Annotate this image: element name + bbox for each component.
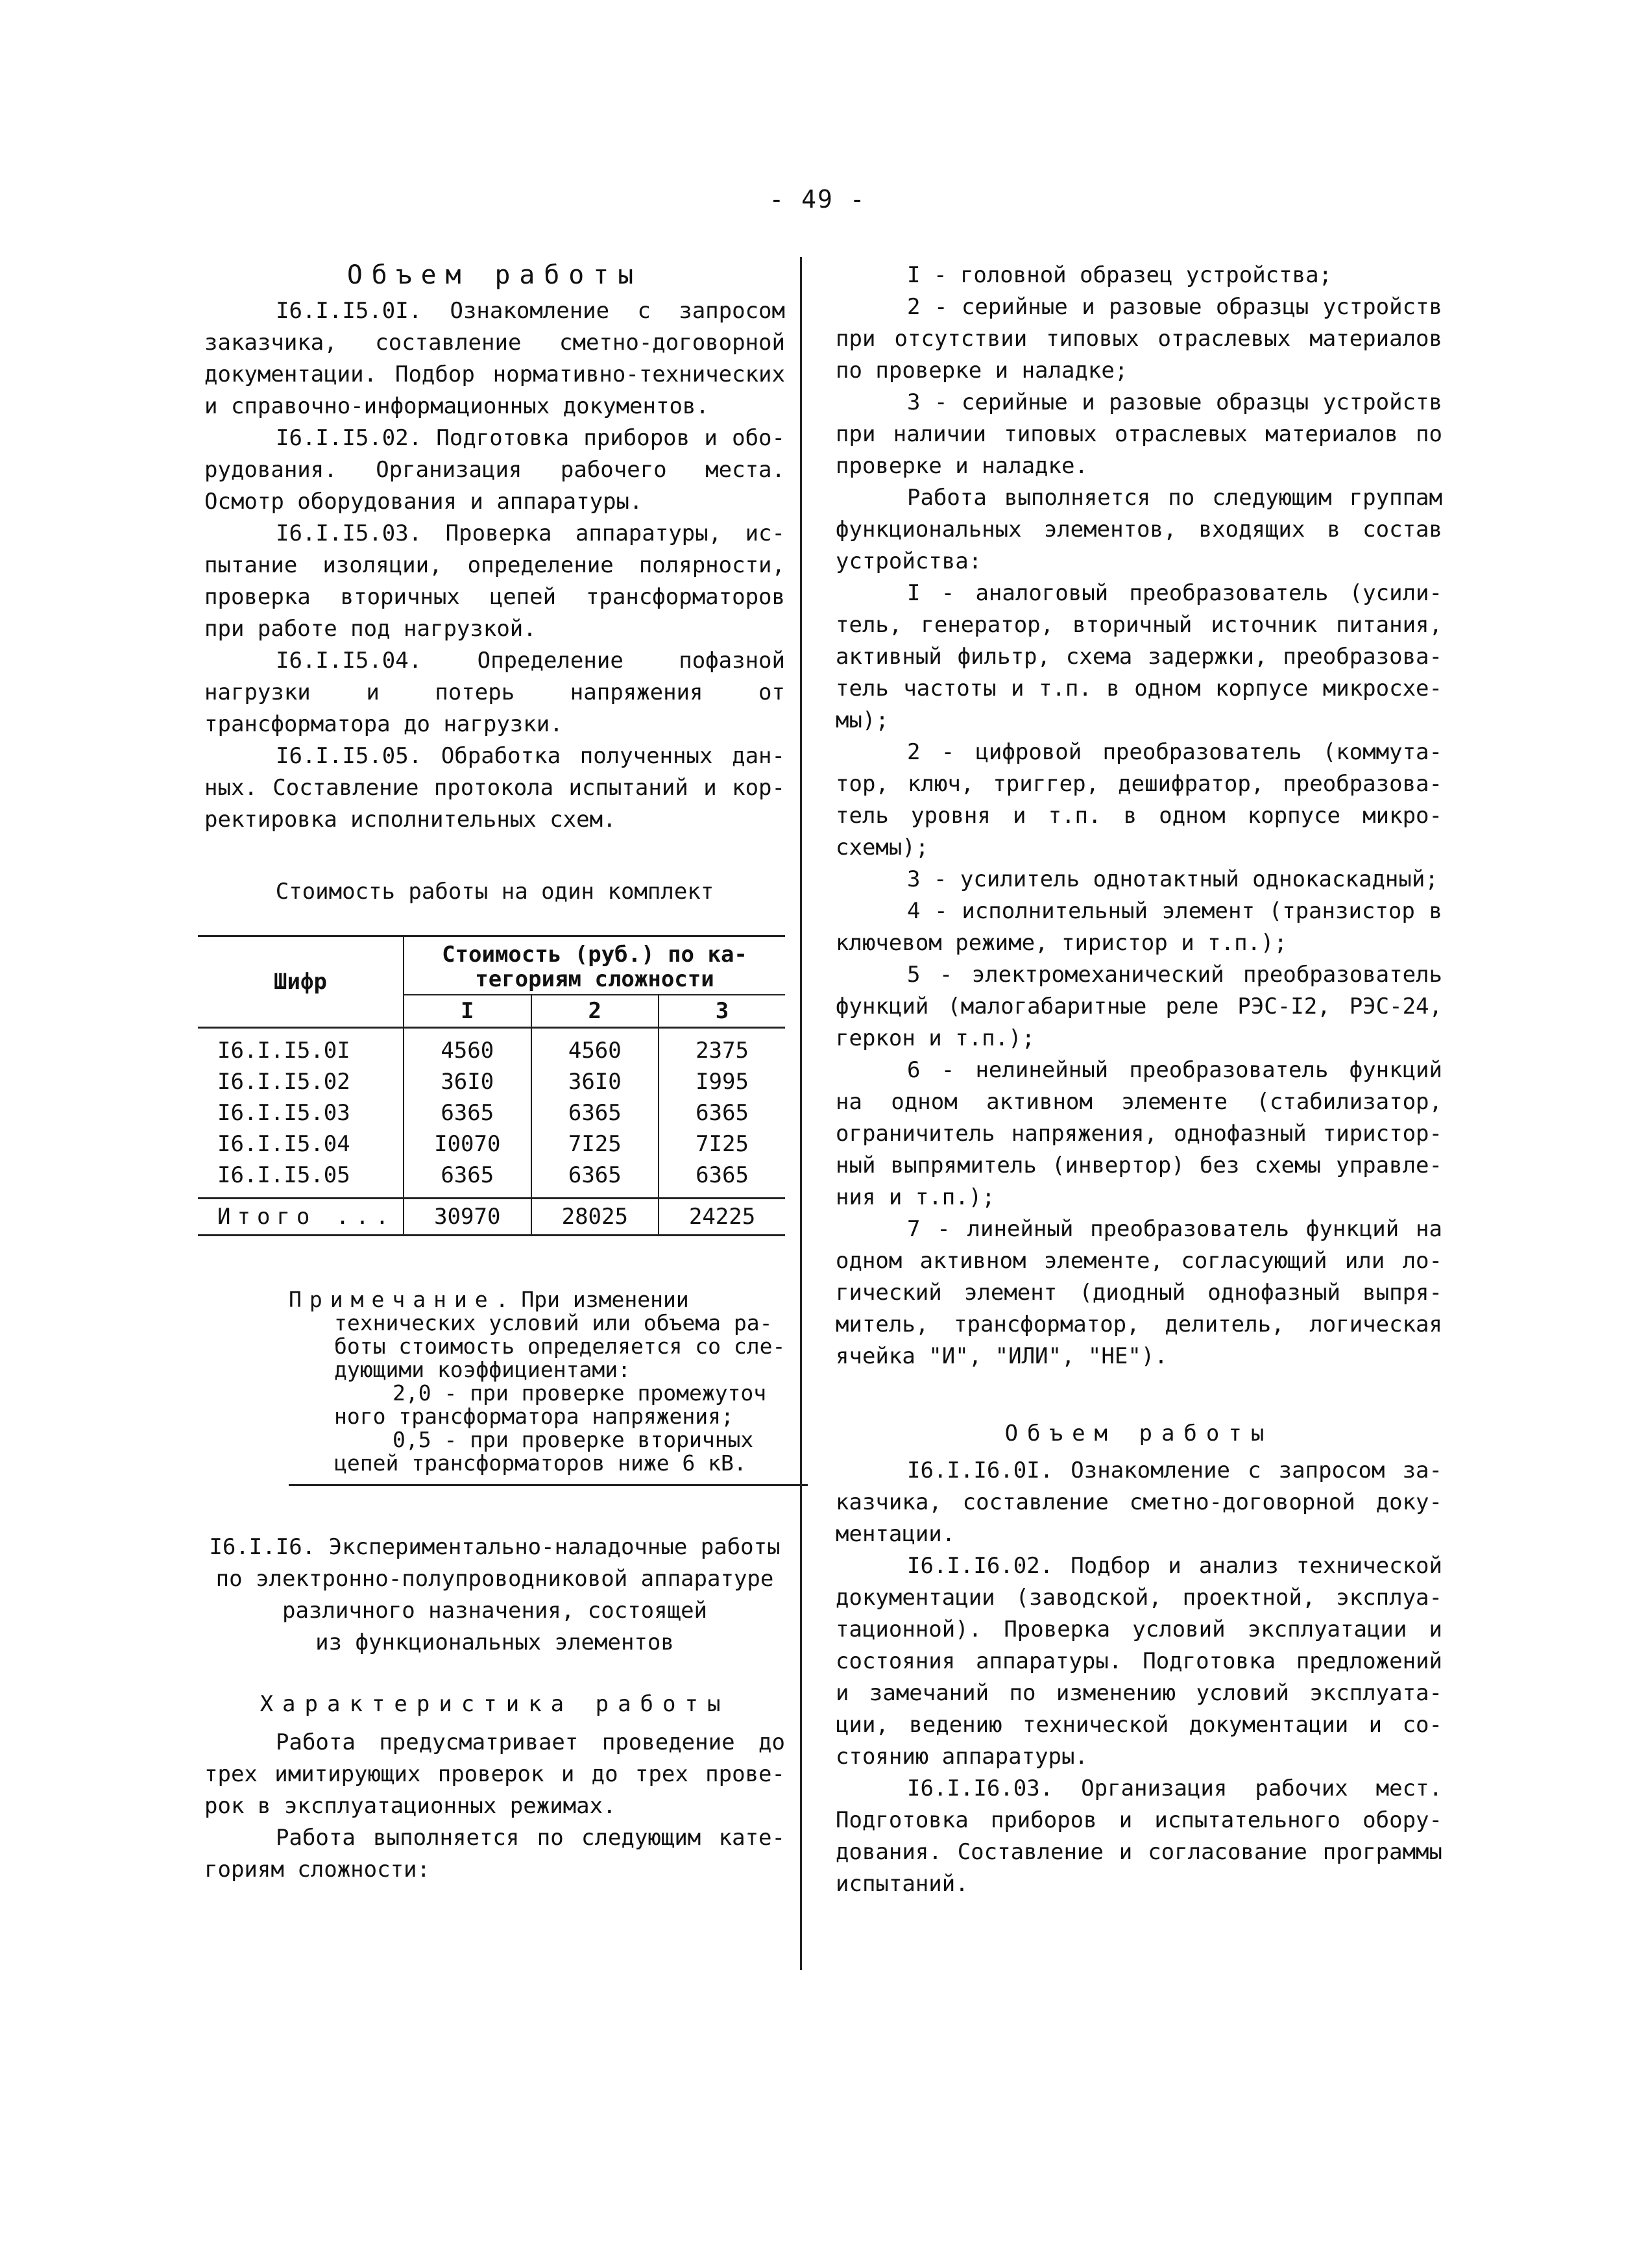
note-divider: [289, 1484, 808, 1486]
cell-value: 7I25: [659, 1128, 785, 1160]
paragraph: Работа предусматривает проведение до трех имитирующих проверок и до трех проверок в эксплуатационных режимах.: [204, 1729, 785, 1819]
group-item: 4 - исполнительный элемент (транзистор в ключевом режиме, тиристор и т.п.);: [836, 898, 1442, 956]
note-coefficient: цепей трансформаторов ниже 6 кВ.: [334, 1450, 747, 1476]
section-title-line: по электронно-полупроводниковой аппаратуре: [215, 1566, 774, 1592]
cell-value: 4560: [531, 1028, 659, 1067]
page-number: - 49 -: [769, 185, 866, 213]
table-total-row: [198, 1199, 785, 1236]
cell-value: 36I0: [531, 1066, 659, 1097]
table-row: [198, 1160, 785, 1199]
column-header-code: Шифр: [198, 936, 404, 1028]
group-item: 6 - нелинейный преобразователь функций на одном активном элементе (стабилизатор, ограничитель напряжения, однофазный тиристорный выпрямитель (инвертор) без схемы управления и т.п.);: [836, 1057, 1442, 1210]
cell-value: I995: [659, 1066, 785, 1097]
category-item: I - головной образец устройства;: [907, 262, 1333, 288]
row-code: I6.I.I5.05: [198, 1160, 404, 1199]
cell-value: I0070: [434, 1131, 501, 1157]
column-divider: [800, 257, 802, 1970]
cell-value: 6365: [441, 1100, 494, 1126]
total-value: 24225: [659, 1199, 785, 1236]
category-item: 3 - серийные и разовые образцы устройств при наличии типовых отраслевых материалов по проверке и наладке.: [836, 389, 1442, 479]
section-title-line: из функциональных элементов: [315, 1629, 674, 1655]
group-item: 5 - электромеханический преобразователь функций (малогабаритные реле РЭС-I2, РЭС-24, геркон и т.п.);: [836, 962, 1442, 1051]
note-text: технических условий или объема работы стоимость определяется со следующими коэффициентами:: [334, 1310, 786, 1382]
section-title: [204, 1531, 785, 1659]
note-coefficient: 2,0 - при проверке промежуточ: [393, 1380, 767, 1406]
table-row: [198, 1128, 785, 1160]
section-title-line: I6.I.I6. Экспериментально-наладочные работы: [209, 1534, 781, 1560]
note-coefficient: ного трансформатора напряжения;: [334, 1404, 734, 1429]
work-item: I6.I.I5.05. Обработка полученных данных. Составление протокола испытаний и корректировка исполнительных схем.: [204, 743, 785, 833]
cell-value: 6365: [531, 1160, 659, 1199]
column-header-category: 2: [531, 995, 659, 1028]
left-column: [204, 260, 785, 1886]
column-header-category: I: [404, 995, 531, 1028]
heading-work-scope: Объем работы: [346, 260, 643, 290]
group-item: I - аналоговый преобразователь (усилитель, генератор, вторичный источник питания, активный фильтр, схема задержки, преобразователь частоты и т.п. в одном корпусе микросхемы);: [836, 580, 1442, 733]
cell-value: 6365: [659, 1160, 785, 1199]
cell-value: 36I0: [441, 1069, 494, 1095]
work-item: I6.I.I5.04. Определение пофазной нагрузки и потерь напряжения от трансформатора до нагрузки.: [204, 648, 785, 737]
paragraph: Работа выполняется по следующим группам функциональных элементов, входящих в состав устройства:: [836, 485, 1442, 574]
row-code: I6.I.I5.02: [198, 1066, 404, 1097]
column-header-category: 3: [659, 995, 785, 1028]
cost-table: [198, 935, 785, 1236]
row-code: I6.I.I5.04: [198, 1128, 404, 1160]
note-block: [289, 1288, 801, 1475]
total-value: 30970: [404, 1199, 531, 1236]
work-item: I6.I.I5.02. Подготовка приборов и оборудования. Организация рабочего места. Осмотр оборудования и аппаратуры.: [204, 425, 785, 515]
work-item: I6.I.I6.02. Подбор и анализ технической документации (заводской, проектной, эксплуатационной). Проверка условий эксплуатации и состояния аппаратуры. Подготовка предложений и замечаний по изменению условий эксплуатации, ведению технической документации и состоянию аппаратуры.: [836, 1553, 1442, 1770]
table-row: [198, 1028, 785, 1067]
cell-value: 7I25: [531, 1128, 659, 1160]
group-item: 3 - усилитель однотактный однокаскадный;: [907, 866, 1438, 892]
total-value: 28025: [531, 1199, 659, 1236]
group-item: 7 - линейный преобразователь функций на одном активном элементе, согласующий или логический элемент (диодный однофазный выпрямитель, трансформатор, делитель, логическая ячейка "И", "ИЛИ", "НЕ").: [836, 1216, 1442, 1369]
cell-value: 6365: [531, 1097, 659, 1128]
section-title-line: различного назначения, состоящей: [282, 1598, 708, 1624]
cost-table-title: Стоимость работы на один комплект: [275, 879, 714, 905]
paragraph: Работа выполняется по следующим категориям сложности:: [204, 1825, 785, 1883]
cell-value: 4560: [441, 1038, 494, 1064]
right-column: [836, 260, 1442, 1900]
note-text: . При изменении: [495, 1287, 689, 1312]
work-item: I6.I.I5.03. Проверка аппаратуры, испытание изоляции, определение полярности, проверка вторичных цепей трансформаторов при работе под нагрузкой.: [204, 520, 785, 642]
group-item: 2 - цифровой преобразователь (коммутатор, ключ, триггер, дешифратор, преобразователь уровня и т.п. в одном корпусе микросхемы);: [836, 739, 1442, 860]
cell-value: 6365: [659, 1097, 785, 1128]
work-item: I6.I.I5.0I. Ознакомление с запросом заказчика, составление сметно-договорной документации. Подбор нормативно-технических и справочно-информационных документов.: [204, 298, 785, 419]
work-item: I6.I.I6.03. Организация рабочих мест. Подготовка приборов и испытательного оборудования. Составление и согласование программы испытаний.: [836, 1775, 1442, 1897]
column-header-cost-group: Стоимость (руб.) по категориям сложности: [404, 936, 785, 995]
heading-work-characteristics: Характеристика работы: [260, 1691, 730, 1717]
total-label: Итого ...: [198, 1199, 404, 1236]
row-code: I6.I.I5.0I: [198, 1028, 404, 1067]
cell-value: 6365: [441, 1162, 494, 1188]
table-row: [198, 1097, 785, 1128]
note-coefficient: 0,5 - при проверке вторичных: [393, 1427, 754, 1452]
work-item: I6.I.I6.0I. Ознакомление с запросом заказчика, составление сметно-договорной документации.: [836, 1457, 1442, 1547]
row-code: I6.I.I5.03: [198, 1097, 404, 1128]
category-item: 2 - серийные и разовые образцы устройств при отсутствии типовых отраслевых материалов по проверке и наладке;: [836, 294, 1442, 384]
note-label: Примечание: [289, 1287, 496, 1312]
heading-work-scope-2: Объем работы: [1004, 1421, 1274, 1446]
cell-value: 2375: [659, 1028, 785, 1067]
table-row: [198, 1066, 785, 1097]
